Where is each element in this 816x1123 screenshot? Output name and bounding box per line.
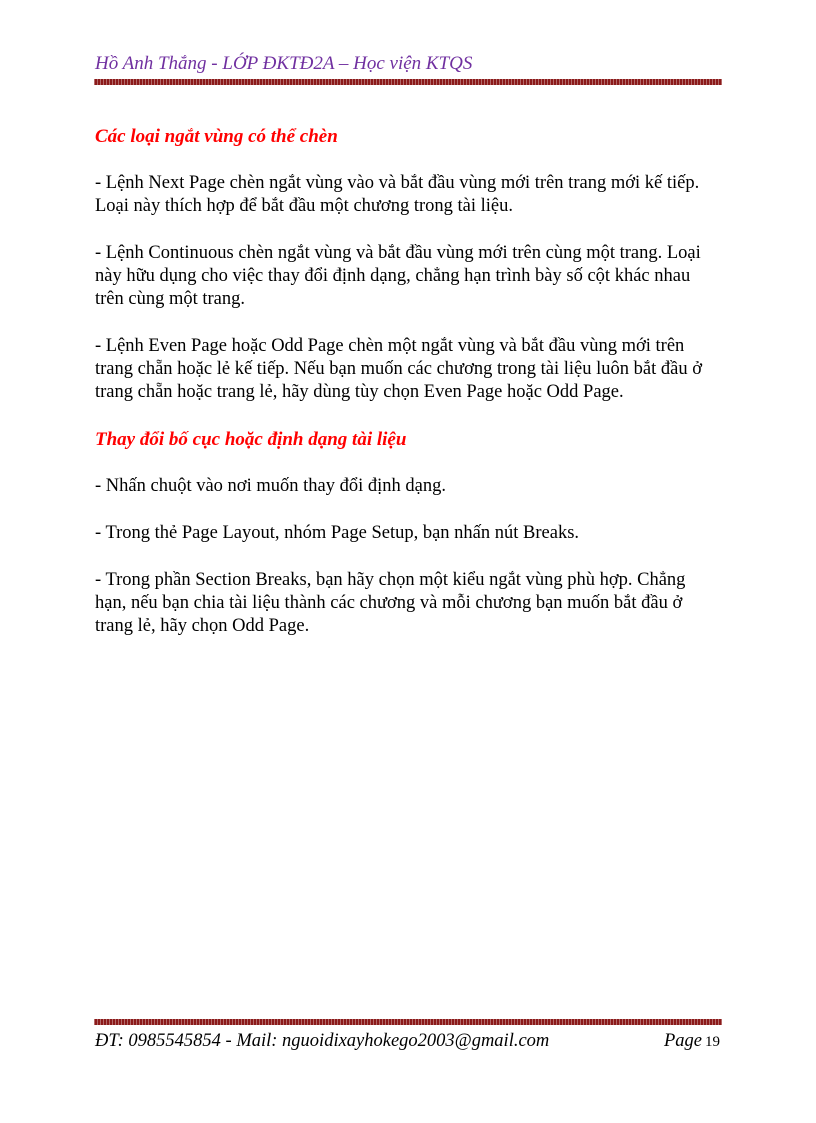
text-line: trang lẻ, hãy chọn Odd Page. xyxy=(95,616,310,636)
paragraph xyxy=(95,569,720,638)
paragraph xyxy=(95,242,720,311)
text-line: trang chẵn hoặc lẻ kế tiếp. Nếu bạn muốn các chương trong tài liệu luôn bắt đầu ở xyxy=(95,359,703,379)
section-heading: Thay đổi bố cục hoặc định dạng tài liệu xyxy=(95,429,407,450)
text-line: trang chẵn hoặc trang lẻ, hãy dùng tùy chọn Even Page hoặc Odd Page. xyxy=(95,382,624,402)
footer-page-indicator xyxy=(664,1031,720,1052)
page-label: Page xyxy=(663,1031,702,1051)
text-line: - Nhấn chuột vào nơi muốn thay đổi định dạng. xyxy=(95,476,446,496)
footer-contact: ĐT: 0985545854 - Mail: nguoidixayhokego2003@gmail.com xyxy=(95,1031,550,1051)
text-line: - Lệnh Next Page chèn ngắt vùng vào và bắt đầu vùng mới trên trang mới kế tiếp. xyxy=(95,173,700,193)
paragraph xyxy=(95,475,720,498)
section-heading: Các loại ngắt vùng có thể chèn xyxy=(95,126,338,147)
text-line: - Lệnh Continuous chèn ngắt vùng và bắt đầu vùng mới trên cùng một trang. Loại xyxy=(95,243,701,263)
text-line: - Lệnh Even Page hoặc Odd Page chèn một ngắt vùng và bắt đầu vùng mới trên xyxy=(95,336,685,356)
paragraph xyxy=(95,522,720,545)
paragraph xyxy=(95,335,720,404)
header-rule xyxy=(94,79,722,85)
text-line: hạn, nếu bạn chia tài liệu thành các chương và mỗi chương bạn muốn bắt đầu ở xyxy=(95,593,683,613)
paragraph xyxy=(95,172,720,218)
text-line: Loại này thích hợp để bắt đầu một chương trong tài liệu. xyxy=(95,196,513,216)
page-header: Hồ Anh Thắng - LỚP ĐKTĐ2A – Học viện KTQS xyxy=(95,53,473,74)
text-line: - Trong phần Section Breaks, bạn hãy chọn một kiểu ngắt vùng phù hợp. Chẳng xyxy=(95,570,686,590)
text-line: này hữu dụng cho việc thay đổi định dạng, chẳng hạn trình bày số cột khác nhau xyxy=(95,266,691,286)
text-line: trên cùng một trang. xyxy=(95,289,246,309)
text-line: - Trong thẻ Page Layout, nhóm Page Setup, bạn nhấn nút Breaks. xyxy=(95,523,580,543)
page-number: 19 xyxy=(705,1034,720,1050)
document-body xyxy=(95,125,720,662)
footer-rule xyxy=(94,1019,722,1025)
